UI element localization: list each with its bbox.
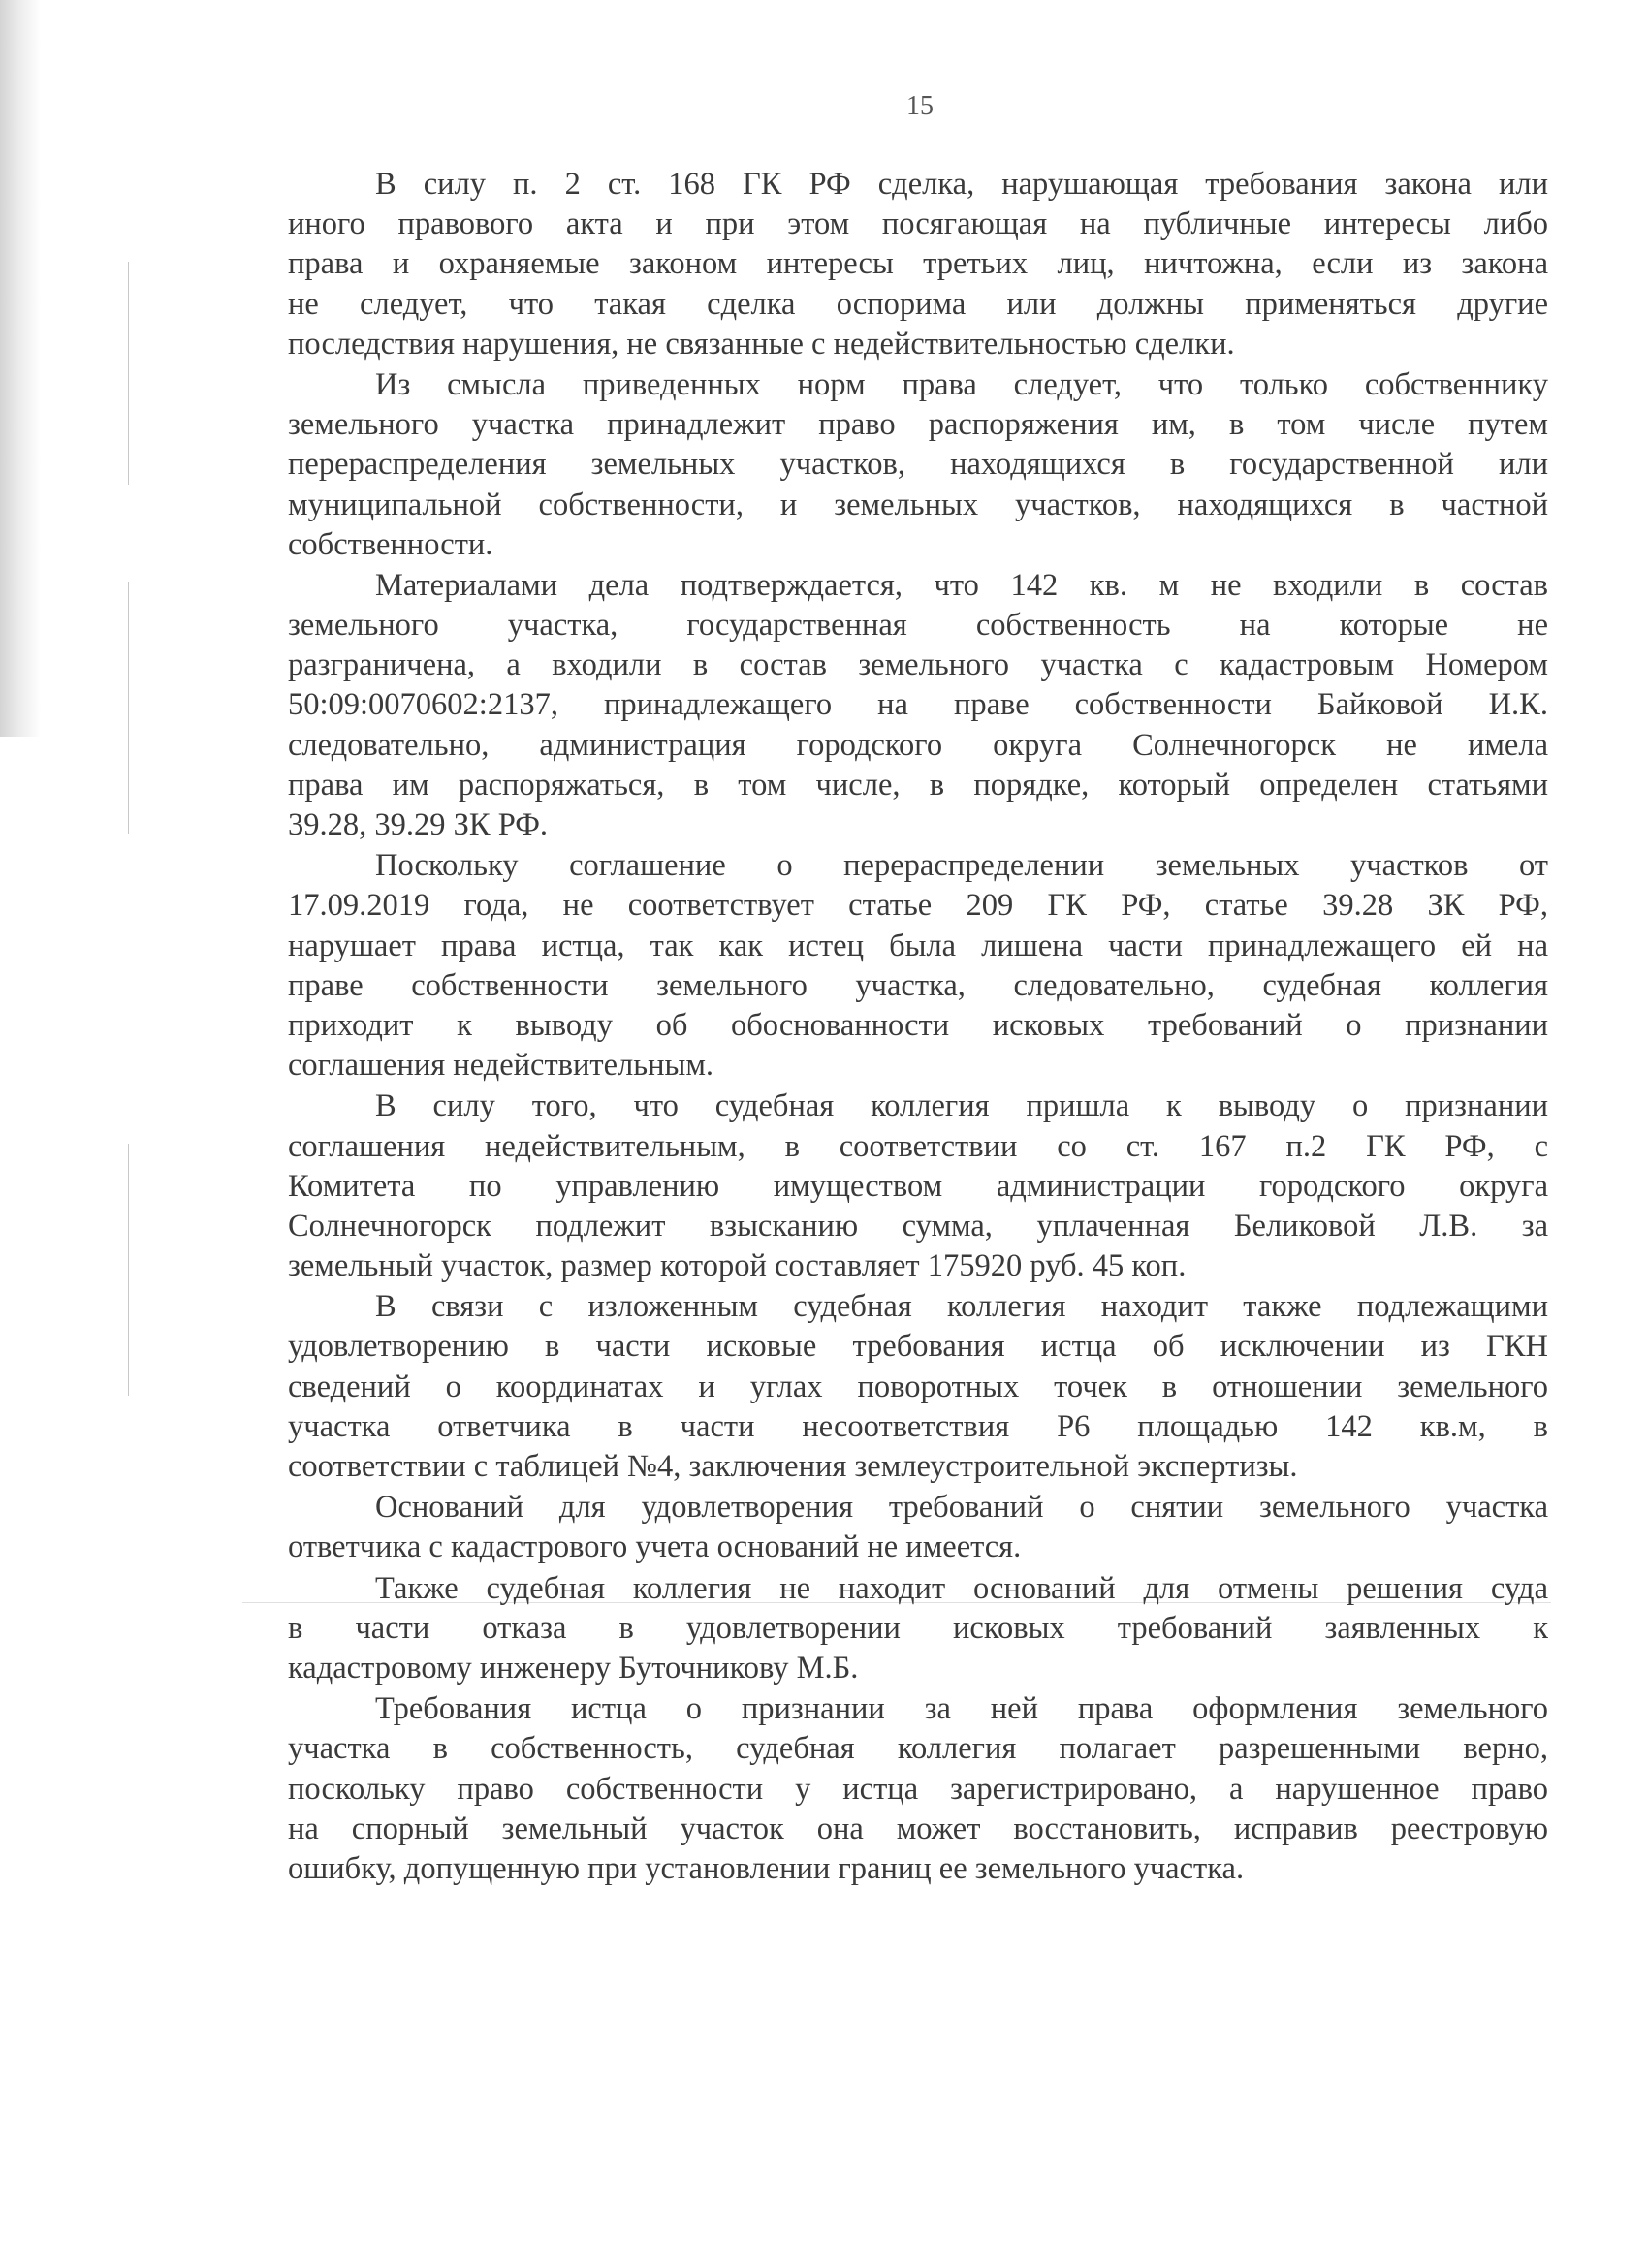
text-line: перераспределения земельных участков, находящихся в государственной или [288, 447, 1548, 483]
text-line: 50:09:0070602:2137, принадлежащего на праве собственности Байковой И.К. [288, 687, 1548, 723]
text-line: ответчика с кадастрового учета оснований не имеется. [288, 1529, 1022, 1565]
text-line: Солнечногорск подлежит взысканию сумма, уплаченная Беликовой Л.В. за [288, 1208, 1548, 1244]
paragraph [288, 1569, 1548, 1689]
text-line: на спорный земельный участок она может восстановить, исправив реестровую [288, 1811, 1548, 1846]
margin-mark [128, 262, 129, 485]
text-line: 17.09.2019 года, не соответствует статье 209 ГК РФ, статье 39.28 ЗК РФ, [288, 888, 1548, 924]
text-line: В связи с изложенным судебная коллегия находит также подлежащими [375, 1289, 1548, 1325]
text-line: нарушает права истца, так как истец была лишена части принадлежащего ей на [288, 928, 1548, 963]
text-line: ошибку, допущенную при установлении границ ее земельного участка. [288, 1850, 1245, 1886]
paragraph [288, 846, 1548, 1086]
text-line: собственности. [288, 526, 493, 562]
text-line: права им распоряжаться, в том числе, в порядке, который определен статьями [288, 767, 1548, 803]
text-line: соответствии с таблицей №4, заключения землеустроительной экспертизы. [288, 1449, 1298, 1484]
paragraph [288, 165, 1548, 364]
text-line: участка в собственность, судебная коллегия полагает разрешенными верно, [288, 1731, 1548, 1767]
scan-shadow [0, 0, 41, 737]
text-line: 39.28, 39.29 ЗК РФ. [288, 807, 549, 842]
text-line: поскольку право собственности у истца зарегистрировано, а нарушенное право [288, 1771, 1548, 1807]
margin-mark [128, 1144, 129, 1396]
text-line: В силу п. 2 ст. 168 ГК РФ сделка, нарушающая требования закона или [375, 167, 1548, 202]
text-line: муниципальной собственности, и земельных участков, находящихся в частной [288, 487, 1548, 522]
paragraph [288, 1087, 1548, 1286]
text-line: не следует, что такая сделка оспорима или должны применяться другие [288, 286, 1548, 322]
text-line: участка ответчика в части несоответствия Р6 площадью 142 кв.м, в [288, 1408, 1548, 1444]
text-line: иного правового акта и при этом посягающая на публичные интересы либо [288, 206, 1548, 242]
paragraph [288, 566, 1548, 845]
text-line: разграничена, а входили в состав земельного участка с кадастровым Номером [288, 647, 1548, 683]
text-line: права и охраняемые законом интересы третьих лиц, ничтожна, если из закона [288, 246, 1548, 282]
text-line: Оснований для удовлетворения требований о снятии земельного участка [375, 1490, 1548, 1526]
text-line: Комитета по управлению имуществом администрации городского округа [288, 1168, 1548, 1204]
text-line: соглашения недействительным, в соответствии со ст. 167 п.2 ГК РФ, с [288, 1128, 1548, 1164]
text-line: Материалами дела подтверждается, что 142 кв. м не входили в состав [375, 567, 1548, 603]
text-line: кадастровому инженеру Буточникову М.Б. [288, 1650, 859, 1685]
text-line: земельного участка, государственная собственность на которые не [288, 608, 1548, 644]
paragraph [288, 1488, 1548, 1567]
paragraph [288, 1689, 1548, 1889]
text-line: Поскольку соглашение о перераспределении земельных участков от [375, 848, 1548, 884]
text-line: приходит к выводу об обоснованности исковых требований о признании [288, 1007, 1548, 1043]
document-body [288, 165, 1548, 2239]
text-line: Из смысла приведенных норм права следует, что только собственнику [375, 366, 1548, 402]
text-line: следовательно, администрация городского округа Солнечногорск не имела [288, 727, 1548, 763]
page-number: 15 [906, 91, 934, 121]
text-line: удовлетворению в части исковые требования истца об исключении из ГКН [288, 1329, 1548, 1365]
paragraph [288, 365, 1548, 565]
text-line: соглашения недействительным. [288, 1048, 714, 1084]
text-line: Требования истца о признании за ней права оформления земельного [375, 1691, 1548, 1727]
text-line: в части отказа в удовлетворении исковых требований заявленных к [288, 1610, 1548, 1646]
text-line: сведений о координатах и углах поворотных точек в отношении земельного [288, 1369, 1548, 1404]
text-line: праве собственности земельного участка, следовательно, судебная коллегия [288, 967, 1548, 1003]
text-line: В силу того, что судебная коллегия пришла к выводу о признании [375, 1088, 1548, 1124]
paragraph [288, 1287, 1548, 1487]
text-line: земельного участка принадлежит право распоряжения им, в том числе путем [288, 407, 1548, 443]
text-line: последствия нарушения, не связанные с недействительностью сделки. [288, 326, 1235, 362]
text-line: земельный участок, размер которой составляет 175920 руб. 45 коп. [288, 1248, 1187, 1284]
margin-mark [128, 582, 129, 834]
text-line: Также судебная коллегия не находит оснований для отмены решения суда [375, 1570, 1548, 1606]
